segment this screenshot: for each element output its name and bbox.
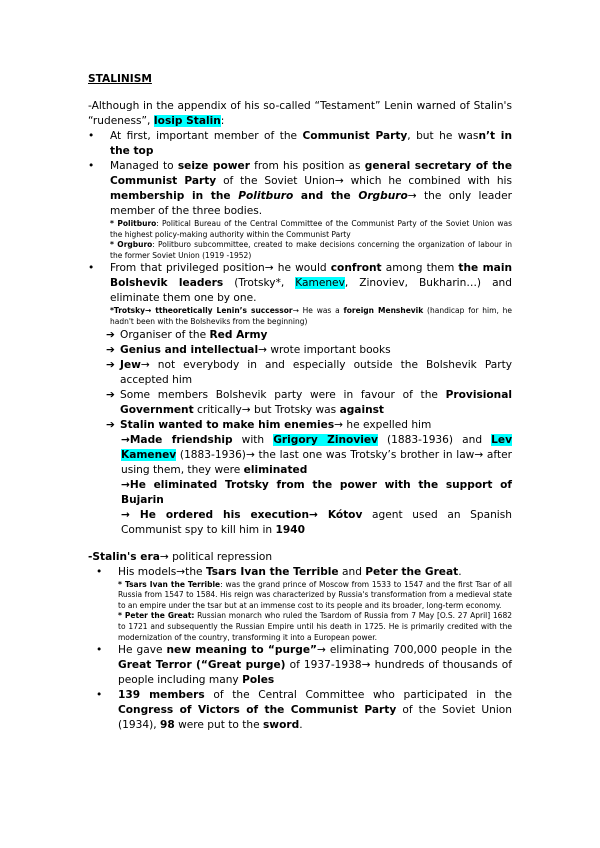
- list-item: • His models→the Tsars Ivan the Terrible and Peter the Great.: [96, 565, 462, 578]
- highlight-zinoviev: Grigory Zinoviev: [273, 433, 378, 446]
- arrow-item: ➔ Genius and intellectual→ wrote important books: [106, 343, 391, 356]
- highlight-kamenev: Kamenev: [295, 277, 345, 290]
- arrow-icon: ➔: [106, 343, 115, 356]
- section-heading: -Stalin's era→ political repression: [88, 550, 273, 563]
- highlight-lev-kamenev: Lev Kamenev: [121, 433, 512, 461]
- arrow-item: ➔ Organiser of the Red Army: [106, 328, 268, 341]
- footnote: * Politburo: Political Bureau of the Central Committee of the Communist Party of the Soviet Union was the highest policy-making authority within the Communist Party: [110, 219, 513, 239]
- list-item: • Managed to seize power from his position as general secretary of the Communist Party of the Soviet Union→ which he combined with his membership in the Politburo and the Orgburo→ the only leader member of the three bodies.: [88, 160, 513, 217]
- sub-item: → He ordered his execution→ Kótov agent used an Spanish Communist spy to kill him in 1940: [121, 508, 512, 536]
- sub-item: →Made friendship with Grigory Zinoviev (1883-1936) and Lev Kamenev (1883-1936)→ the last one was Trotsky’s brother in law→ after using them, they were eliminated: [121, 433, 512, 476]
- arrow-item: ➔ Some members Bolshevik party were in favour of the Provisional Government critically→ but Trotsky was against: [106, 388, 512, 416]
- footnote: * Tsars Ivan the Terrible: was the grand prince of Moscow from 1533 to 1547 and the first Tsar of all Russia from 1547 to 1584. His reign was characterized by Russia's transformation from a medieval state to an empire under the tsar but at an immense cost to its people and its broader, long-term economy.: [118, 579, 512, 610]
- page-title: STALINISM: [88, 73, 152, 85]
- list-item: • From that privileged position→ he would confront among them the main Bolshevik leaders (Trotsky*, Kamenev, Zinoviev, Bukharin…) and eliminate them one by one.: [88, 262, 513, 305]
- footnote: * Orgburo: Politburo subcommittee, created to make decisions concerning the organization of labour in the former Soviet Union (1919 -1952): [110, 240, 512, 260]
- arrow-icon: ➔: [106, 328, 115, 341]
- arrow-icon: ➔: [106, 358, 115, 371]
- footnote: * Peter the Great: Russian monarch who ruled the Tsardom of Russia from 7 May [O.S. 27 April] 1682 to 1721 and subsequently the Russian Empire until his death in 1725. He is primarily credited with the modernization of the country, transforming it into a European power.: [118, 611, 512, 642]
- list-item: • At first, important member of the Communist Party, but he wasn’t in the top: [88, 130, 512, 157]
- arrow-icon: ➔: [106, 388, 115, 401]
- arrow-icon: ➔: [106, 418, 115, 431]
- list-item: • He gave new meaning to “purge”→ eliminating 700,000 people in the Great Terror (“Great purge) of 1937-1938→ hundreds of thousands of people including many Poles: [96, 644, 512, 687]
- document-page: [88, 72, 512, 733]
- arrow-item: ➔ Stalin wanted to make him enemies→ he expelled him: [106, 418, 432, 431]
- sub-item: →He eliminated Trotsky from the power with the support of Bujarin: [121, 478, 512, 506]
- arrow-item: ➔ Jew→ not everybody in and especially outside the Bolshevik Party accepted him: [106, 358, 512, 386]
- list-item: • 139 members of the Central Committee who participated in the Congress of Victors of the Communist Party of the Soviet Union (1934), 98 were put to the sword.: [96, 689, 512, 732]
- highlight-stalin: Iosip Stalin: [153, 115, 221, 127]
- intro-paragraph: -Although in the appendix of his so-called “Testament” Lenin warned of Stalin's “rudeness”, Iosip Stalin:: [88, 100, 512, 127]
- footnote: *Trotsky→ ttheoretically Lenin’s successor→ He was a foreign Menshevik (handicap for him, he hadn't been with the Bolsheviks from the beginning): [110, 306, 512, 326]
